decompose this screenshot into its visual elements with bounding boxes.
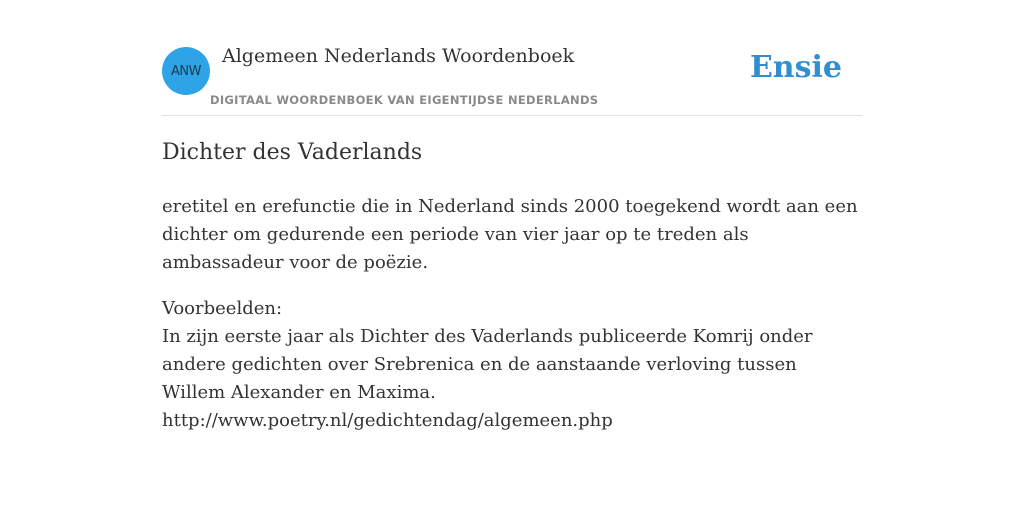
example-source: http://www.poetry.nl/gedichtendag/algemeen.php xyxy=(162,410,613,431)
examples-section xyxy=(162,295,862,435)
source-subtitle: DIGITAAL WOORDENBOEK VAN EIGENTIJDSE NEDERLANDS xyxy=(210,93,599,107)
entry-card xyxy=(162,0,862,512)
example-text: In zijn eerste jaar als Dichter des Vaderlands publiceerde Komrij onder andere gedichten over Srebrenica en de aanstaande verloving tussen Willem Alexander en Maxima. xyxy=(162,326,813,403)
anw-logo xyxy=(162,47,210,95)
entry-term: Dichter des Vaderlands xyxy=(162,140,423,165)
ensie-brand-logo[interactable]: Ensie xyxy=(749,50,842,85)
logo-text: ANW xyxy=(171,63,201,79)
header xyxy=(162,0,862,116)
source-title: Algemeen Nederlands Woordenboek xyxy=(222,45,575,67)
examples-label: Voorbeelden: xyxy=(162,298,283,319)
entry-definition: eretitel en erefunctie die in Nederland sinds 2000 toegekend wordt aan een dichter om gedurende een periode van vier jaar op te treden als ambassadeur voor de poëzie. xyxy=(162,196,858,273)
